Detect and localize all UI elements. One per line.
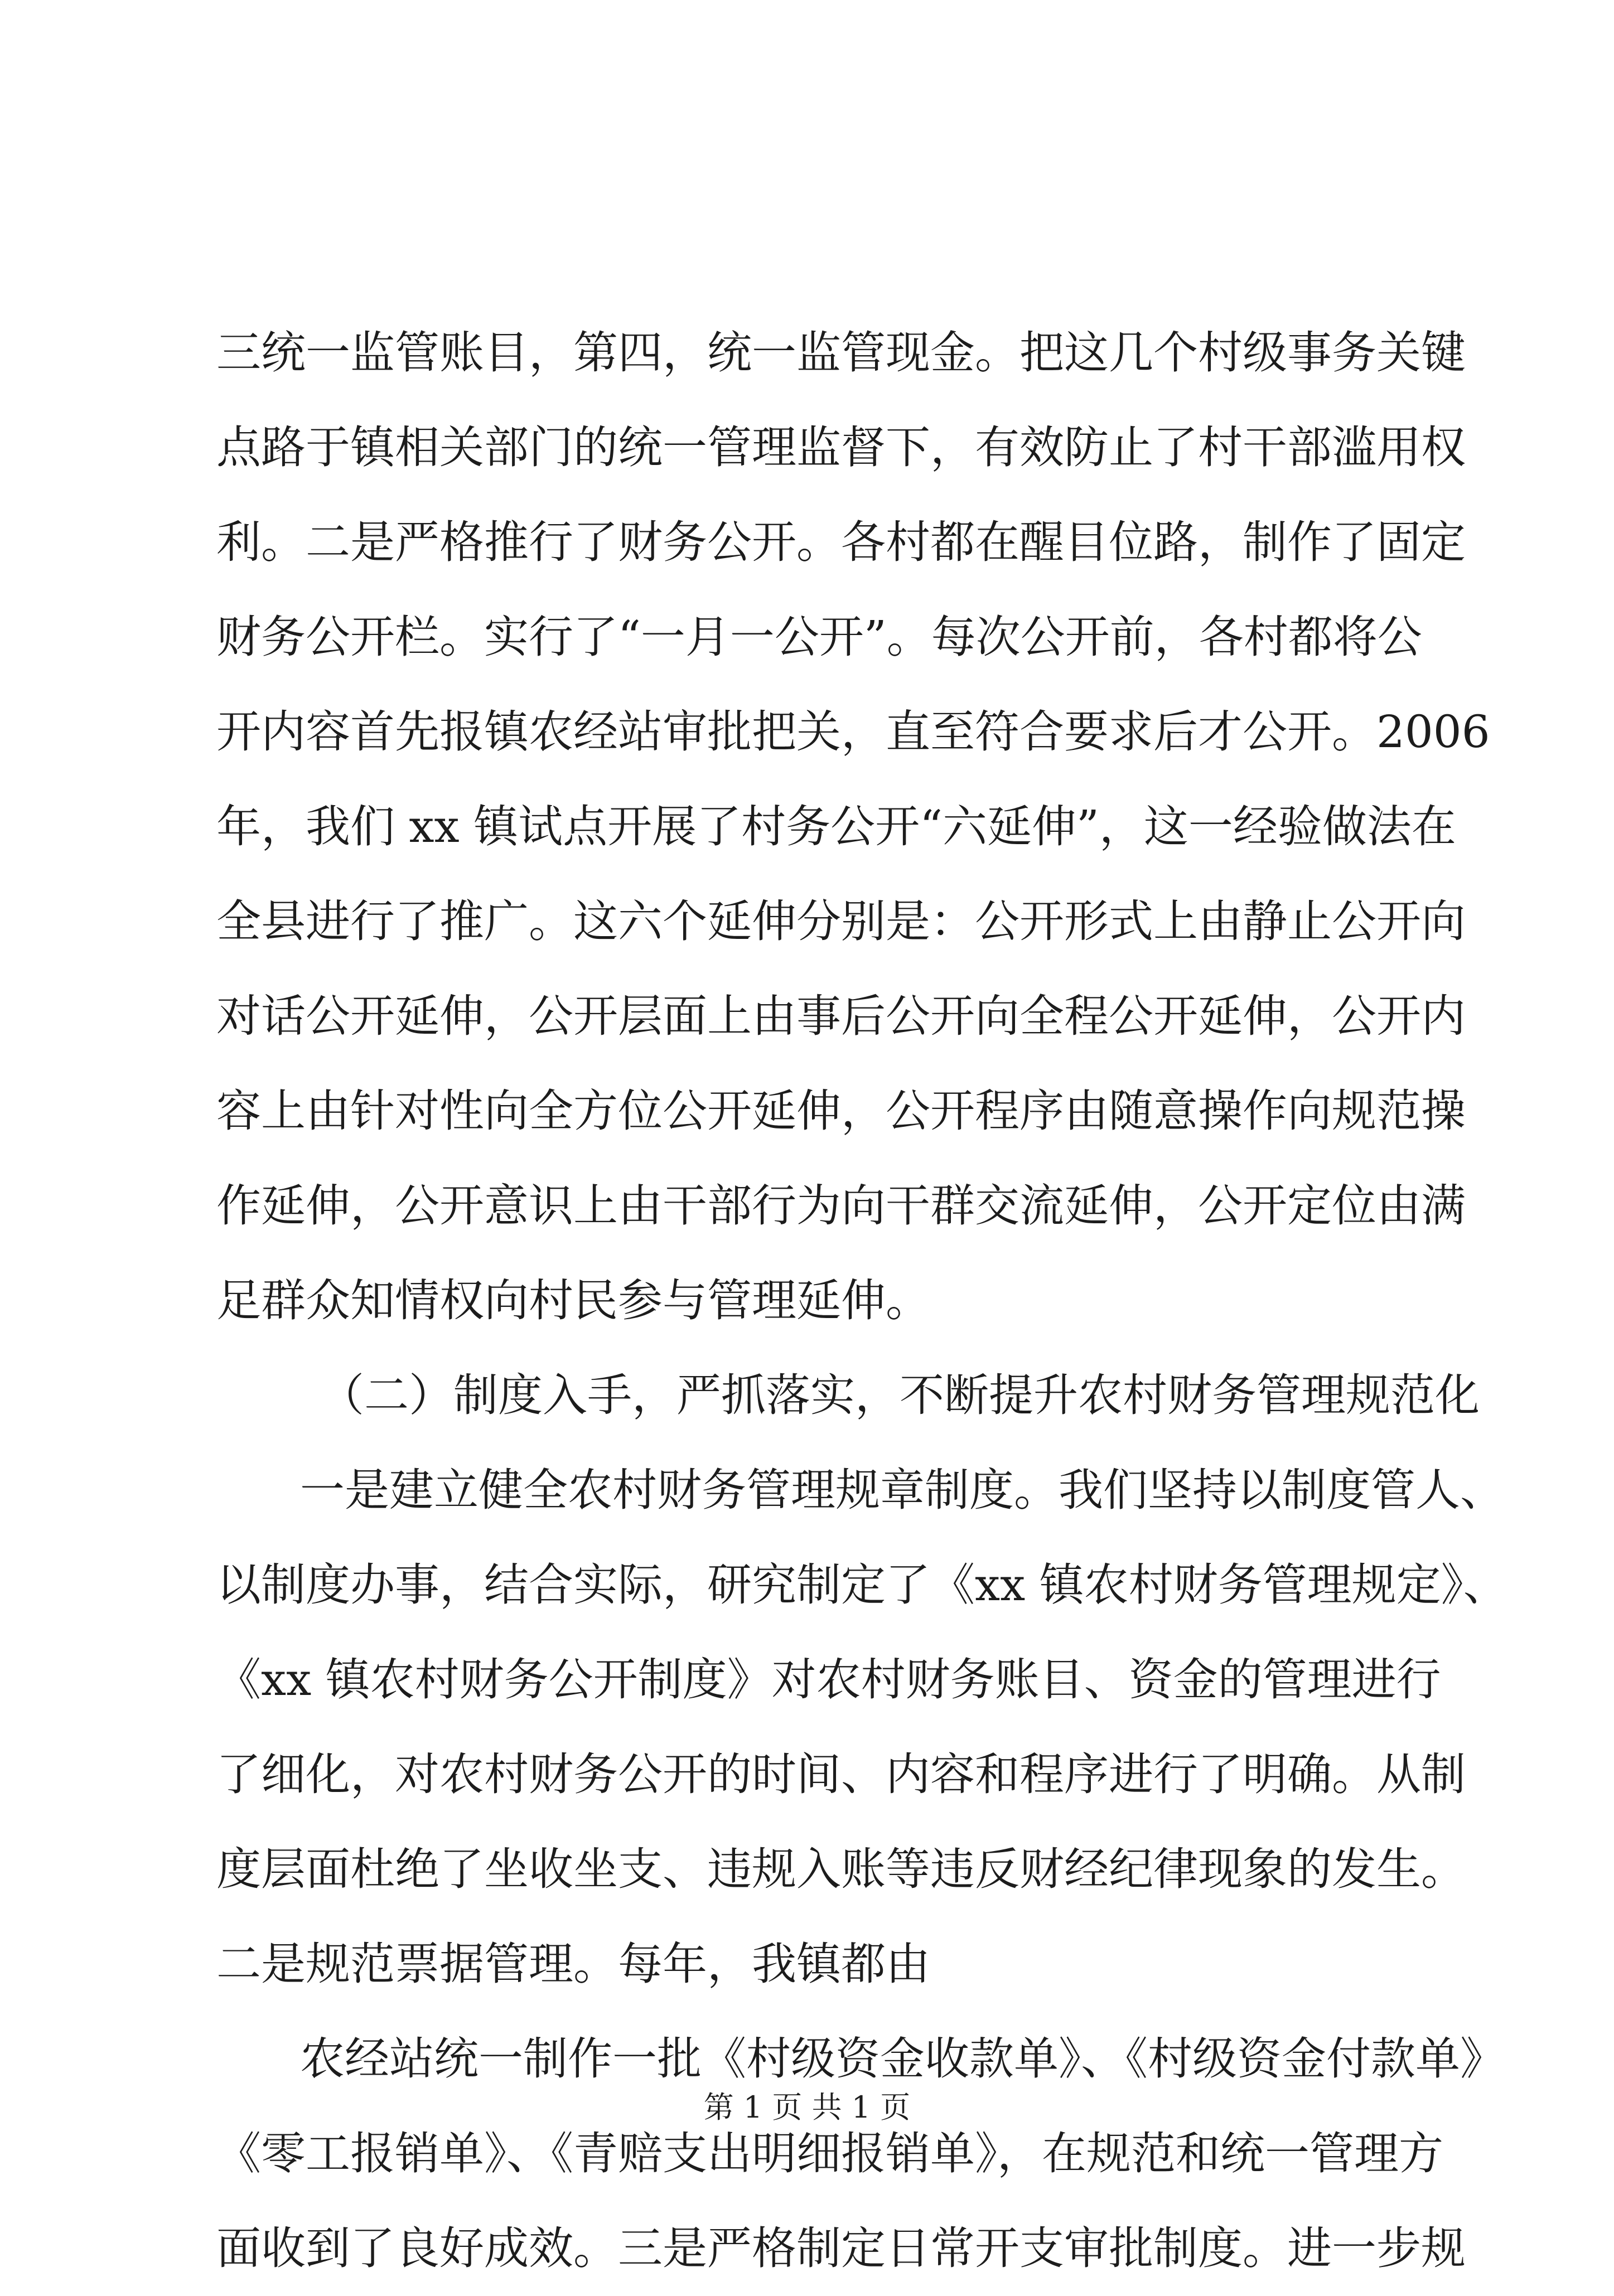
section-heading: （二）制度入手，严抓落实，不断提升农村财务管理规范化 xyxy=(320,1369,1480,1421)
text-line: 度层面杜绝了坐收坐支、违规入账等违反财经纪律现象的发生。 xyxy=(216,1843,1466,1895)
page-number: 第 1 页 共 1 页 xyxy=(703,2090,911,2125)
text-line: 年，我们 xx 镇试点开展了村务公开“六延伸”，这一经验做法在 xyxy=(216,801,1456,852)
text-line: 利。二是严格推行了财务公开。各村都在醒目位路，制作了固定 xyxy=(216,516,1466,568)
text-line: 以制度办事，结合实际，研究制定了《xx 镇农村财务管理规定》、 xyxy=(216,1559,1508,1611)
text-line: 全县进行了推广。这六个延伸分别是：公开形式上由静止公开向 xyxy=(216,895,1466,947)
text-line: 面收到了良好成效。三是严格制定日常开支审批制度。进一步规 xyxy=(216,2222,1466,2274)
text-line: 二是规范票据管理。每年，我镇都由 xyxy=(216,1938,930,1990)
text-line: 一是建立健全农村财务管理规章制度。我们坚持以制度管人、 xyxy=(300,1464,1505,1516)
text-line: 开内容首先报镇农经站审批把关，直至符合要求后才公开。2006 xyxy=(216,706,1490,758)
text-line: 《xx 镇农村财务公开制度》对农村财务账目、资金的管理进行 xyxy=(216,1654,1441,1706)
text-line: 对话公开延伸，公开层面上由事后公开向全程公开延伸，公开内 xyxy=(216,990,1466,1042)
text-line: 作延伸，公开意识上由干部行为向干群交流延伸，公开定位由满 xyxy=(216,1180,1466,1232)
document-body xyxy=(216,306,1508,2296)
text-line: 足群众知情权向村民参与管理延伸。 xyxy=(216,1275,930,1326)
text-line: 容上由针对性向全方位公开延伸，公开程序由随意操作向规范操 xyxy=(216,1085,1466,1137)
text-line: 《零工报销单》、《青赔支出明细报销单》，在规范和统一管理方 xyxy=(216,2128,1443,2179)
text-line: 点路于镇相关部门的统一管理监督下，有效防止了村干部滥用权 xyxy=(216,422,1466,473)
text-line: 财务公开栏。实行了“一月一公开”。每次公开前，各村都将公 xyxy=(216,611,1422,663)
text-line: 了细化，对农村财务公开的时间、内容和程序进行了明确。从制 xyxy=(216,1748,1466,1800)
text-line: 农经站统一制作一批《村级资金收款单》、《村级资金付款单》 xyxy=(300,2033,1505,2085)
text-line: 三统一监管账目，第四，统一监管现金。把这几个村级事务关键 xyxy=(216,327,1466,379)
